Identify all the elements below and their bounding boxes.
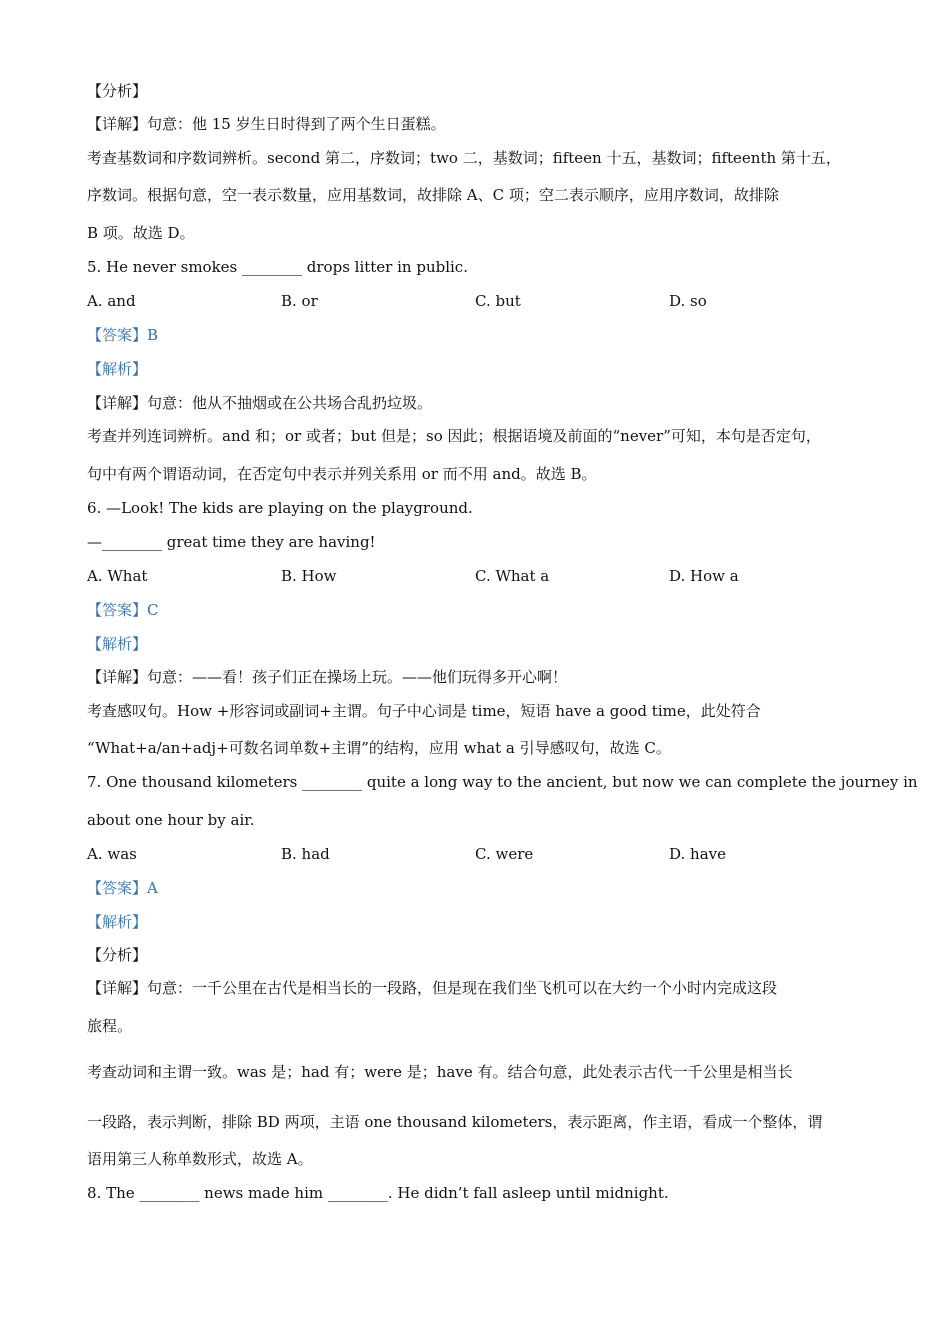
question-8: 8. The ________ news made him ________. He didn’t fall asleep until midnight. <box>87 1184 669 1202</box>
option-6-b: B. How <box>281 567 337 585</box>
option-6-d: D. How a <box>669 567 739 585</box>
option-5-a: A. and <box>87 292 136 310</box>
text-line: 句中有两个谓语动词，在否定句中表示并列关系用 or 而不用 and。故选 B。 <box>87 465 597 483</box>
question-6: 6. —Look! The kids are playing on the playground. <box>87 499 473 517</box>
question-6-reply: —________ great time they are having! <box>87 533 376 551</box>
answer-label: 【答案】C <box>87 601 159 619</box>
text-line: B 项。故选 D。 <box>87 224 195 242</box>
text-line: 【详解】句意：他从不抽烟或在公共场合乱扔垃圾。 <box>87 394 433 412</box>
text-line: 旅程。 <box>87 1017 133 1035</box>
option-7-a: A. was <box>87 845 137 863</box>
text-line: 考查动词和主谓一致。was 是；had 有；were 是；have 有。结合句意，此处表示古代一千公里是相当长 <box>87 1063 793 1081</box>
text-line: 一段路，表示判断，排除 BD 两项，主语 one thousand kilometers，表示距离，作主语，看成一个整体，谓 <box>87 1113 823 1131</box>
text-line: 【分析】 <box>87 946 148 964</box>
option-7-c: C. were <box>475 845 534 863</box>
text-line: 考查并列连词辨析。and 和；or 或者；but 但是；so 因此；根据语境及前面的“never”可知，本句是否定句， <box>87 427 821 445</box>
answer-label: 【答案】B <box>87 326 159 344</box>
text-line: 【详解】句意：一千公里在古代是相当长的一段路，但是现在我们坐飞机可以在大约一个小时内完成这段 <box>87 979 778 997</box>
text-line: “What+a/an+adj+可数名词单数+主谓”的结构，应用 what a 引导感叹句，故选 C。 <box>87 739 671 757</box>
option-5-d: D. so <box>669 292 707 310</box>
option-7-d: D. have <box>669 845 726 863</box>
answer-label: 【答案】A <box>87 879 158 897</box>
question-5: 5. He never smokes ________ drops litter in public. <box>87 258 468 276</box>
option-7-b: B. had <box>281 845 330 863</box>
text-line: 考查基数词和序数词辨析。second 第二，序数词；two 二，基数词；fifteen 十五，基数词；fifteenth 第十五， <box>87 149 841 167</box>
text-line: 【详解】句意：——看！孩子们正在操场上玩。——他们玩得多开心啊！ <box>87 668 568 686</box>
text-line: 考查感叹句。How +形容词或副词+主谓。句子中心词是 time，短语 have a good time，此处符合 <box>87 702 761 720</box>
analysis-label: 【解析】 <box>87 913 148 931</box>
text-line: 语用第三人称单数形式，故选 A。 <box>87 1150 313 1168</box>
option-5-b: B. or <box>281 292 318 310</box>
option-6-a: A. What <box>87 567 148 585</box>
question-7: 7. One thousand kilometers ________ quite a long way to the ancient, but now we can complete the journey in <box>87 773 918 791</box>
analysis-label: 【解析】 <box>87 360 148 378</box>
text-line: 【分析】 <box>87 82 148 100</box>
option-6-c: C. What a <box>475 567 550 585</box>
option-5-c: C. but <box>475 292 521 310</box>
text-line: 序数词。根据句意，空一表示数量，应用基数词，故排除 A、C 项；空二表示顺序，应用序数词，故排除 <box>87 186 779 204</box>
analysis-label: 【解析】 <box>87 635 148 653</box>
text-line: 【详解】句意：他 15 岁生日时得到了两个生日蛋糕。 <box>87 115 446 133</box>
text-line: about one hour by air. <box>87 811 255 829</box>
